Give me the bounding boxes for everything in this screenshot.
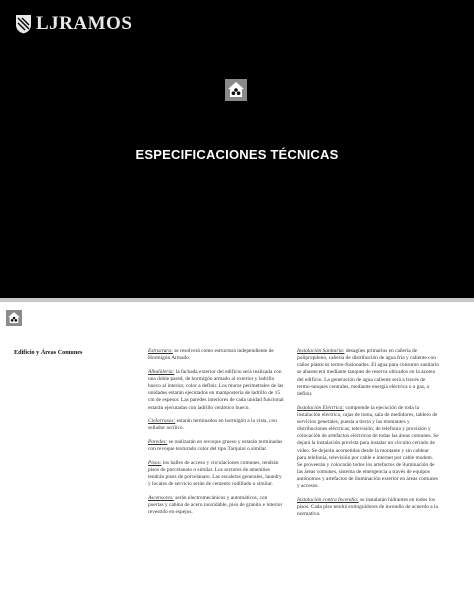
spec-term: Paredes: [148, 439, 168, 446]
spec-paragraph [148, 369, 284, 412]
spec-paragraph [148, 460, 284, 489]
spec-paragraph [148, 418, 284, 432]
spec-term: Instalación Sanitaria: [297, 348, 345, 354]
spec-paragraph [148, 439, 284, 453]
spec-term: Instalación Eléctrica: [297, 404, 345, 411]
spec-text: desagües primarios en cañería de polipropileno, cañería de distribución de agua fría y caliente con caños plásticos termo-fusionados. El agua para consumo sanitario se abastecerá mediante tanques de reserva ubicados en la azotea del edificio. La generación de agua caliente será a través de termo-tanques centrales, mediante energía eléctrica o a gas, a definir. [297, 348, 439, 397]
spec-term: Cielorrasos: [148, 418, 176, 425]
house-emblem-icon [225, 79, 247, 101]
spec-paragraph [297, 348, 439, 398]
spec-term: Instalación contra Incendio: [297, 496, 359, 503]
spec-text: se instalarán hidrantes en todos los pisos. Cada piso tendrá extinguidores de incendio de acuerdo a la normativa. [297, 496, 438, 518]
spec-text: comprende la ejecución de toda la instalación eléctrica, cajas de toma, sala de medidores, tablero de servicios generales, puesta a tierra y las montantes y distribuciones eléctricas; televisión; de telefonía y provisión y colocación de artefactos eléctricos de todas las áreas comunes. Se dejará la instalación prevista para instalar un circuito cerrado de video. Se dejarán acometidas desde la montante y sin cablear para telefonía, televisión por cable e internet por cable modem. Se proveerán y colocarán todos los artefactos de iluminación de las áreas comunes, sistema de emergencia a través de equipos autónomos y artefactos de iluminación exterior en áreas comunes y accesos. [297, 404, 439, 490]
cover-page [0, 0, 474, 298]
brand-name: LJRAMOS [36, 13, 133, 34]
spec-text: se realizarán en revoque grueso y estarán terminadas con revoque texturado color del tipo Tarquini o similar. [148, 439, 283, 453]
specs-page [0, 302, 474, 600]
spec-text: estarán terminados en hormigón a la vista, con sellador acrílico. [148, 418, 277, 432]
specs-column-2 [297, 348, 439, 525]
section-title: Edificio y Áreas Comunes [14, 349, 83, 356]
spec-paragraph [297, 497, 439, 518]
cover-title: ESPECIFICACIONES TÉCNICAS [135, 147, 339, 162]
shield-logo-icon [15, 14, 32, 34]
spec-paragraph [297, 405, 439, 491]
spec-term: Ascensores: [148, 495, 174, 501]
specs-column-1 [148, 348, 284, 523]
spec-term: Albañilería: [148, 368, 175, 375]
brand-logo [15, 14, 132, 34]
house-emblem-icon [6, 310, 22, 326]
spec-text: serán electromecánicos y automáticos, con puertas y cabina de acero inoxidable, piso de granito e interior revestido en espejos. [148, 495, 283, 516]
spec-term: Estructura: [148, 348, 173, 354]
spec-term: Pisos: [148, 459, 162, 466]
spec-text: los halles de acceso y circulaciones comunes, tendrán pisos de porcelanato o similar. Los sectores de amenities tendrán pisos de porcelanato. Las escaleras generales, laundry y locales de servicio serán de cemento rodillado o similar. [148, 459, 282, 488]
spec-paragraph [148, 348, 284, 362]
spec-text: se resolverá como estructura independiente de Hormigón Armado. [148, 348, 274, 362]
spec-text: la fachada exterior del edificio será realizada con una doble pared, de hormigón armado al exterior y ladrillo hueco al interior, color a definir. Los muros perimetrales de las unidades estarán ejecutados en mampostería de ladrillo de 15 cm de espesor. Las paredes interiores de cada unidad funcional estarán ejecutadas con ladrillo cerámico hueco. [148, 368, 284, 411]
spec-paragraph [148, 495, 284, 516]
